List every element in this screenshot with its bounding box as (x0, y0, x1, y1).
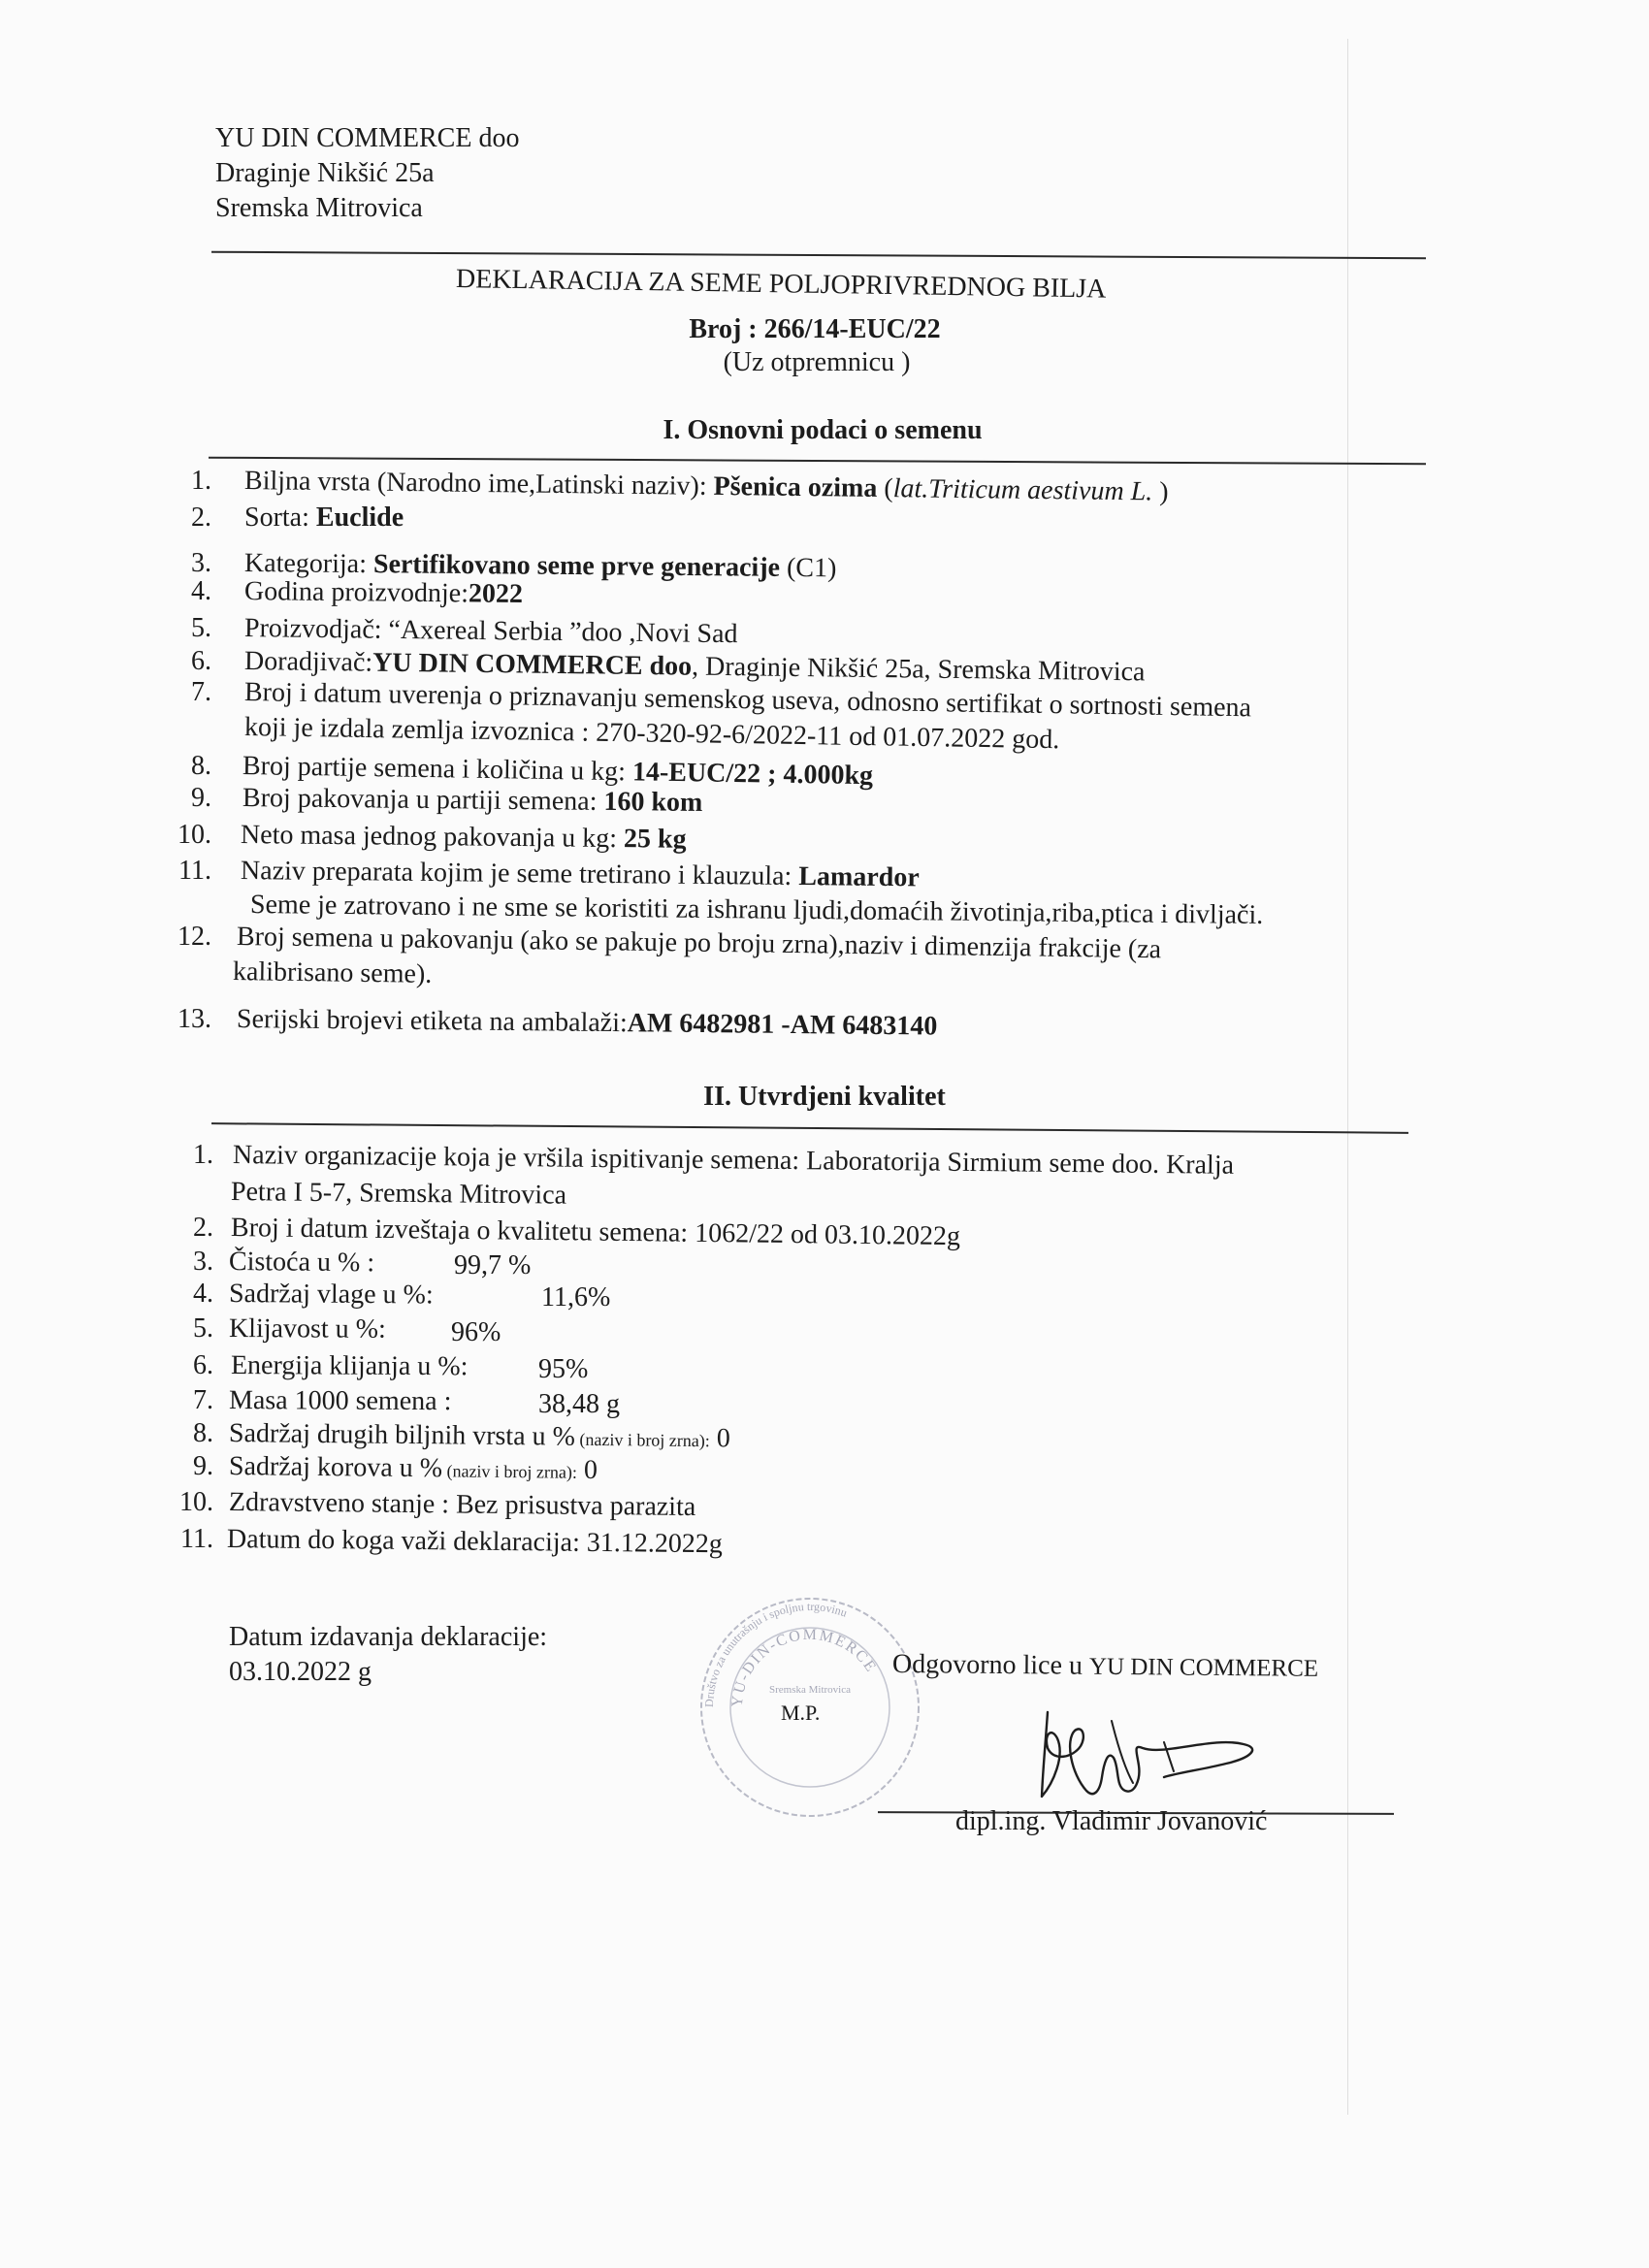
document-note: (Uz otpremnicu ) (723, 347, 911, 377)
item-text: Proizvodjač: “Axereal Serbia ”doo ,Novi Sad (243, 613, 738, 650)
item-text: Broj pakovanja u partiji semena: (242, 783, 604, 817)
stamp-inner-text: YU-DIN-COMMERCE (728, 1626, 881, 1708)
document-title: DEKLARACIJA ZA SEME POLJOPRIVREDNOG BILJA (455, 264, 1107, 305)
section2-heading: II. Utvrdjeni kvalitet (703, 1082, 946, 1112)
item-text: Sorta: (244, 502, 316, 533)
item-text: Biljna vrsta (Narodno ime,Latinski naziv): (243, 466, 714, 502)
section1-item-number: 6. (191, 646, 211, 676)
section1-item-continuation: kalibrisano seme). (232, 956, 433, 989)
quality-value: 99,7 % (454, 1250, 532, 1280)
item-text: Kategorija: (243, 548, 374, 580)
signatory-name: dipl.ing. Vladimir Jovanović (955, 1806, 1268, 1836)
section1-item (244, 502, 404, 534)
issue-date-label: Datum izdavanja deklaracije: (229, 1622, 548, 1652)
section1-item-number: 1. (191, 466, 211, 496)
quality-value: 96% (451, 1317, 501, 1347)
section1-item (241, 820, 687, 856)
item-text: ) (1152, 476, 1169, 507)
section1-item-number: 13. (178, 1004, 211, 1034)
section2-item (229, 1247, 374, 1279)
section1-item-number: 11. (178, 856, 211, 886)
header-rule (211, 251, 1426, 260)
section1-item-number: 8. (191, 751, 211, 781)
item-text: Broj partije semena i količina u kg: (242, 751, 633, 788)
quality-label-note: (naziv i broj zrna): (441, 1461, 578, 1482)
item-bold-value: YU DIN COMMERCE doo (372, 647, 693, 682)
section2-item (229, 1385, 452, 1417)
item-text: Neto masa jednog pakovanja u kg: (240, 820, 625, 855)
section1-item-number: 5. (191, 613, 211, 643)
issue-date-value: 03.10.2022 g (229, 1657, 372, 1687)
section2-item (229, 1487, 696, 1523)
section2-item (229, 1279, 434, 1311)
section2-item-number: 1. (193, 1140, 213, 1170)
item-bold-value: Sertifikovano seme prve generacije (372, 549, 781, 583)
quality-label: Sadržaj vlage u %: (228, 1279, 434, 1311)
responsible-person-label: Odgovorno lice u YU DIN COMMERCE (891, 1649, 1319, 1682)
item-text: , Draginje Nikšić 25a, Sremska Mitrovica (691, 651, 1146, 688)
quality-label-note: (naziv i broj zrna): (574, 1429, 710, 1451)
quality-value: 11,6% (541, 1282, 611, 1312)
stamp-mark: M.P. (781, 1701, 821, 1725)
section2-item-number: 5. (193, 1313, 213, 1344)
item-text: Naziv preparata kojim je seme tretirano i klauzula: (240, 856, 799, 892)
section2-item (229, 1451, 598, 1488)
item-bold-value: AM 6482981 -AM 6483140 (627, 1008, 938, 1042)
quality-label: Broj i datum izveštaja o kvalitetu semena: 1062/22 od 03.10.2022g (230, 1213, 961, 1252)
signature-image (1018, 1698, 1271, 1824)
section2-item-number: 7. (193, 1385, 213, 1415)
section1-item-continuation: Seme je zatrovano i ne sme se koristiti za ishranu ljudi,domaćih životinja,riba,ptica i divljači. (249, 890, 1264, 930)
quality-label: Klijavost u %: (228, 1313, 386, 1345)
section2-item (231, 1350, 469, 1382)
item-text: ( (877, 472, 893, 504)
stamp-center-text: Sremska Mitrovica (768, 1684, 852, 1696)
section2-item-number: 2. (193, 1213, 213, 1243)
section1-item (244, 613, 738, 650)
item-text: Godina proizvodnje: (243, 576, 469, 609)
item-text: Broj i datum uverenja o priznavanju semenskog useva, odnosno sertifikat o sortnosti semena (243, 677, 1252, 724)
section2-item-number: 6. (193, 1350, 213, 1380)
item-text: (C1) (779, 552, 837, 584)
quality-label: Čistoća u % : (228, 1247, 375, 1279)
section1-heading: I. Osnovni podaci o semenu (663, 415, 983, 445)
section1-item-number: 9. (191, 783, 211, 813)
quality-label: Sadržaj drugih biljnih vrsta u % (228, 1418, 576, 1452)
section1-item (244, 576, 523, 610)
company-name: YU DIN COMMERCE doo (215, 123, 520, 153)
section2-item (229, 1313, 386, 1345)
quality-value: 0 (709, 1423, 731, 1454)
section2-item (233, 1140, 1234, 1182)
quality-label: Naziv organizacije koja je vršila ispitivanje semena: Laboratorija Sirmium seme doo. Kralja (232, 1140, 1235, 1181)
item-bold-value: Lamardor (798, 861, 920, 893)
section2-item-number: 9. (193, 1451, 213, 1481)
quality-value: 95% (538, 1354, 589, 1384)
section1-item (242, 783, 703, 819)
document-number: Broj : 266/14-EUC/22 (689, 314, 941, 344)
section2-item (227, 1524, 723, 1560)
section1-item-number: 10. (178, 820, 211, 850)
item-bold-value: 160 kom (603, 786, 703, 818)
item-text: Broj semena u pakovanju (ako se pakuje po broju zrna),naziv i dimenzija frakcije (za (236, 922, 1162, 965)
company-city: Sremska Mitrovica (215, 193, 423, 223)
item-bold-value: 14-EUC/22 ; 4.000kg (631, 757, 874, 792)
section1-item (241, 856, 920, 893)
item-bold-value: 2022 (468, 578, 524, 610)
section1-item (237, 1004, 938, 1043)
quality-value: 0 (576, 1454, 598, 1485)
item-text: Serijski brojevi etiketa na ambalaži: (236, 1004, 628, 1039)
company-street: Draginje Nikšić 25a (215, 158, 435, 188)
section2-item-number: 11. (180, 1524, 213, 1554)
quality-value: 38,48 g (538, 1389, 620, 1419)
section1-item-number: 7. (191, 677, 211, 707)
section2-item-number: 8. (193, 1418, 213, 1448)
section1-item-number: 3. (191, 548, 211, 578)
section2-rule (211, 1122, 1408, 1134)
section2-item-number: 3. (193, 1247, 213, 1277)
item-bold-value: Euclide (315, 502, 404, 533)
quality-label: Datum do koga važi deklaracija: 31.12.2022g (226, 1524, 723, 1560)
section1-item-number: 12. (178, 922, 211, 952)
item-text: Doradjivač: (243, 646, 373, 678)
item-bold-value: 25 kg (623, 824, 687, 855)
section2-item (229, 1418, 730, 1456)
stamp-outer-text: Društvo za unutrašnju i spoljnu trgovinu (701, 1599, 850, 1708)
section1-item-number: 4. (191, 576, 211, 606)
section1-rule (209, 457, 1426, 466)
section2-item-number: 10. (179, 1487, 213, 1517)
quality-label: Sadržaj korova u % (228, 1451, 443, 1484)
quality-label: Masa 1000 semena : (228, 1385, 452, 1417)
section1-item-continuation: koji je izdala zemlja izvoznica : 270-320-92-6/2022-11 od 01.07.2022 god. (243, 712, 1060, 756)
section1-item-number: 2. (191, 502, 211, 533)
section2-item-number: 4. (193, 1279, 213, 1309)
quality-label: Zdravstveno stanje : Bez prisustva parazita (228, 1487, 696, 1523)
item-latin-name: lat.Triticum aestivum L. (892, 473, 1153, 507)
item-bold-value: Pšenica ozima (713, 470, 878, 503)
section2-item-continuation: Petra I 5-7, Sremska Mitrovica (230, 1177, 567, 1211)
quality-label: Energija klijanja u %: (230, 1350, 469, 1382)
